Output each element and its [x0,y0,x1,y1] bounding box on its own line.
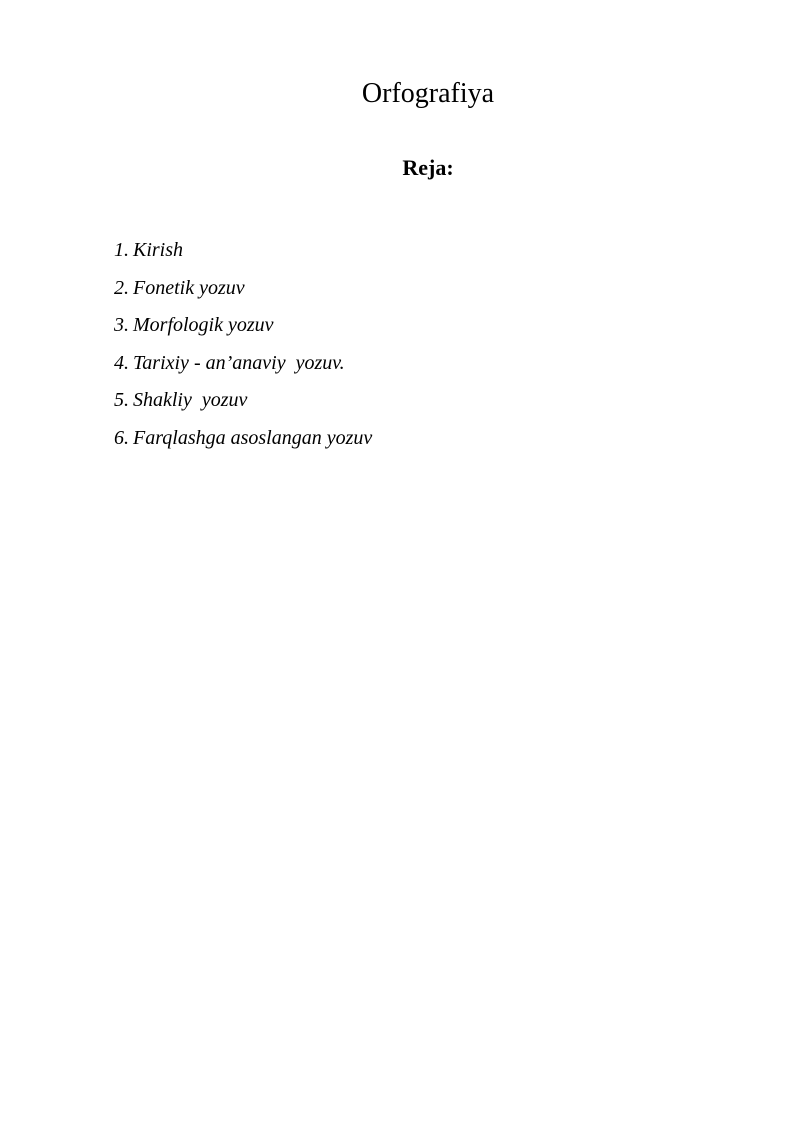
plan-item-number: 3. [114,314,129,336]
plan-list-item [114,345,714,383]
plan-list-item [114,270,714,308]
plan-list-item [114,420,714,458]
plan-list-item [114,307,714,345]
plan-item-number: 5. [114,389,129,411]
plan-list-item [114,382,714,420]
plan-list-item [114,232,714,270]
plan-item-number: 4. [114,351,129,374]
plan-item-text: Tarixiy - an’anaviy yozuv. [133,351,345,374]
plan-item-text: Farqlashga asoslangan yozuv [133,426,373,449]
plan-list [114,232,714,457]
plan-item-text: Fonetik yozuv [133,276,245,299]
plan-item-number: 6. [114,426,129,449]
plan-heading: Reja: [402,155,454,180]
plan-item-text: Shakliy yozuv [133,389,248,411]
plan-item-number: 2. [114,276,129,299]
plan-item-text: Kirish [133,239,184,261]
plan-item-text: Morfologik yozuv [133,314,274,336]
plan-item-number: 1. [114,239,129,261]
document-title: Orfografiya [361,78,495,109]
